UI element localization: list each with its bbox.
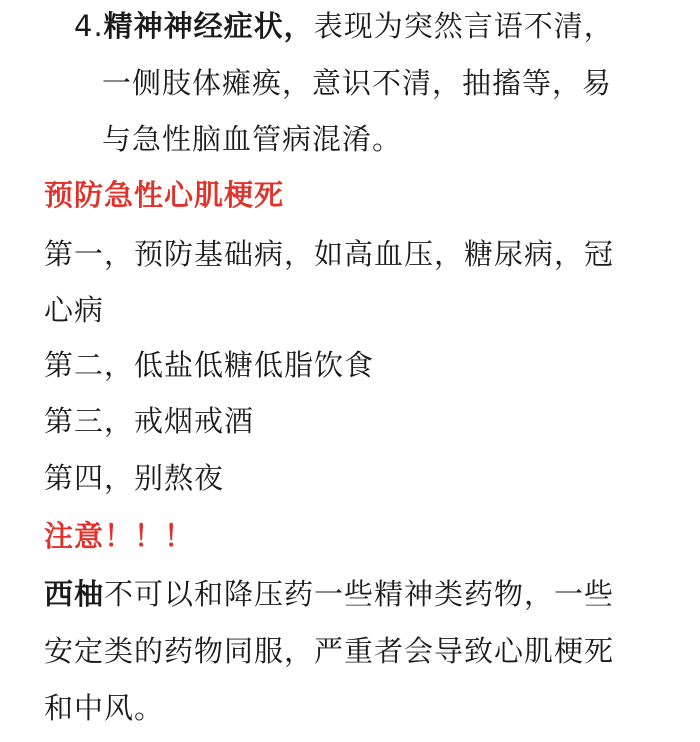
- notice-line-1: [44, 574, 614, 614]
- item-4-line-1: [74, 6, 614, 46]
- item-4-line-2: 一侧肢体瘫痪，意识不清，抽搐等，易: [102, 66, 613, 100]
- item-4-bold-label: 精神神经症状，: [103, 9, 314, 43]
- notice-heading: 注意！！！: [44, 519, 195, 553]
- item-4-number: 4.: [74, 9, 104, 43]
- prevention-item-3: 第三，戒烟戒酒: [44, 404, 255, 438]
- item-4-line-1-text: 表现为突然言语不清，: [313, 9, 614, 43]
- notice-line-2: 安定类的药物同服，严重者会导致心肌梗死: [44, 634, 615, 668]
- prevention-item-1-line-1: 第一，预防基础病，如高血压，糖尿病，冠: [44, 237, 615, 271]
- notice-line-3: 和中风。: [44, 691, 165, 725]
- item-4-line-3: 与急性脑血管病混淆。: [102, 122, 403, 156]
- notice-line-1-text: 不可以和降压药一些精神类药物，一些: [104, 577, 615, 611]
- prevention-heading: 预防急性心肌梗死: [44, 178, 285, 212]
- prevention-item-2: 第二，低盐低糖低脂饮食: [44, 348, 375, 382]
- notice-bold-word: 西柚: [44, 577, 105, 611]
- prevention-item-4: 第四，别熬夜: [44, 461, 225, 495]
- prevention-item-1-line-2: 心病: [44, 293, 105, 327]
